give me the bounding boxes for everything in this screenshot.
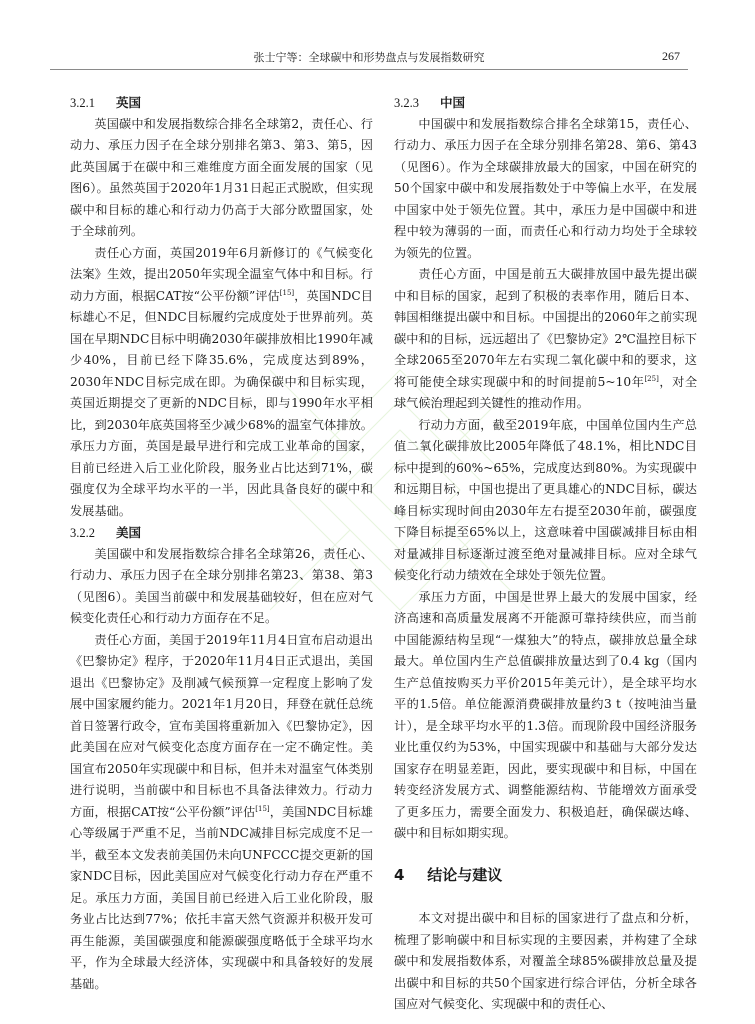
- paragraph: 行动力方面，截至2019年底，中国单位国内生产总值二氧化碳排放比2005年降低了48.1%，相比NDC目标中提到的60%~65%，完成度达到80%。为实现碳中和远期目标，中国也提出了更具雄心的NDC目标，碳达峰目标实现时间由2030年左右提至2030年前，碳强度下降目标提至65%以上，这意味着中国碳减排目标由相对量减排目标逐渐过渡至绝对量减排目标。应对全球气候变化行动力绩效在全球处于领先位置。: [394, 417, 697, 582]
- paragraph-text: 责任心方面，英国2019年6月新修订的《气候变化法案》生效，提出2050年实现全温室气体中和目标。行动力方面，根据CAT按“公平份额”评估: [70, 245, 373, 303]
- page-number: 267: [662, 49, 680, 63]
- section-title: 中国: [439, 95, 465, 110]
- running-title: 张士宁等：全球碳中和形势盘点与发展指数研究: [253, 51, 485, 64]
- paragraph: 承压力方面，中国是世界上最大的发展中国家，经济高速和高质量发展离不开能源可靠持续供应，而当前中国能源结构呈现“一煤独大”的特点，碳排放总量全球最大。单位国内生产总值碳排放量达到了0.4 kg（国内生产总值按购买力平价2015年美元计），是全球平均水平的1.5倍。单位能源消费碳排放量约3 t（按吨油当量计），是全球平均水平的1.3倍。而现阶段中国经济服务业比重仅约为53%，中国实现碳中和基础与大部分发达国家存在明显差距，因此，要实现碳中和目标，中国在转变经济发展方式、调整能源结构、节能增效方面承受了更多压力，需要全面发力、积极追赶，确保碳达峰、碳中和目标如期实现。: [394, 589, 697, 840]
- chapter-title: 结论与建议: [427, 865, 503, 884]
- paragraph: 中国碳中和发展指数综合排名全球第15，责任心、行动力、承压力因子在全球分别排名第28、第6、第43（见图6）。作为全球碳排放最大的国家，中国在研究的50个国家中碳中和发展指数处于中等偏上水平，在发展中国家中处于领先位置。其中，承压力是中国碳中和进程中较为薄弱的一面，而责任心和行动力均处于全球较为领先的位置。: [394, 116, 697, 260]
- paragraph: [70, 243, 373, 523]
- paragraph-text: 责任心方面，中国是前五大碳排放国中最先提出碳中和目标的国家，起到了积极的表率作用，随后日本、韩国相继提出碳中和目标。中国提出的2060年之前实现碳中和的目标，远远超出了《巴黎协定》2℃温控目标下全球2065至2070年左右实现二氧化碳中和的要求，这将可能使全球实现碳中和的时间提前5~10年: [394, 267, 697, 389]
- section-heading-uk: [70, 92, 373, 114]
- citation: [15]: [279, 288, 295, 297]
- section-number: 3.2.2: [70, 526, 95, 540]
- right-column: [394, 92, 697, 1016]
- chapter-heading: [394, 865, 697, 887]
- paragraph: [394, 264, 697, 415]
- section-title: 英国: [115, 95, 141, 110]
- running-header: [50, 47, 688, 70]
- section-heading-china: [394, 92, 697, 114]
- paragraph: 英国碳中和发展指数综合排名全球第2，责任心、行动力、承压力因子在全球分别排名第3、第3、第5，因此英国属于在碳中和三难维度方面全面发展的国家（见图6）。虽然英国于2020年1月31日起正式脱欧，但实现碳中和目标的雄心和行动力仍高于大部分欧盟国家，处于全球前列。: [70, 116, 373, 238]
- paragraph: 美国碳中和发展指数综合排名全球第26，责任心、行动力、承压力因子在全球分别排名第23、第38、第3（见图6）。美国当前碳中和发展基础较好，但在应对气候变化责任心和行动力方面存在不足。: [70, 546, 373, 625]
- section-number: 3.2.3: [394, 96, 419, 110]
- section-heading-us: [70, 522, 373, 544]
- paragraph: [70, 630, 373, 996]
- paragraph-text: ，对全球气候治理起到关键性的推动作用。: [394, 374, 698, 410]
- paragraph: 本文对提出碳中和目标的国家进行了盘点和分析，梳理了影响碳中和目标实现的主要因素，并构建了全球碳中和发展指数体系，对覆盖全球85%碳排放总量及提出碳中和目标的共50个国家进行综合评估，分析全球各国应对气候变化、实现碳中和的责任心、: [394, 911, 697, 1011]
- citation: [25]: [644, 374, 659, 383]
- chapter-number: 4: [394, 865, 405, 884]
- paragraph-text: ，英国NDC目标雄心不足，但NDC目标履约完成度处于世界前列。英国在早期NDC目标中明确2030年碳排放相比1990年减少40%，目前已经下降35.6%，完成度达到89%，2030年NDC目标完成在即。为确保碳中和目标实现，英国近期提交了更新的NDC目标，即与1990年水平相比，到2030年底英国将至少减少68%的温室气体排放。承压力方面，英国是最早进行和完成工业革命的国家，目前已经进入后工业化阶段，服务业占比达到71%，碳强度仅为全球平均水平的一半，因此具备良好的碳中和发展基础。: [70, 288, 373, 518]
- paragraph-text: 责任心方面，美国于2019年11月4日宣布启动退出《巴黎协定》程序，于2020年11月4日正式退出，美国退出《巴黎协定》及削减气候预算一定程度上影响了发展中国家履约能力。2021年1月20日，拜登在就任总统首日签署行政令，宣布美国将重新加入《巴黎协定》，因此美国在应对气候变化态度方面存在一定不确定性。美国宣布2050年实现碳中和目标，但并未对温室气体类别进行说明，当前碳中和目标也不具备法律效力。行动力方面，根据CAT按“公平份额”评估: [70, 632, 373, 819]
- section-number: 3.2.1: [70, 96, 95, 110]
- paragraph-text: ，美国NDC目标雄心等级属于严重不足，当前NDC减排目标完成度不足一半，截至本文发表前美国仍未向UNFCCC提交更新的国家NDC目标，因此美国应对气候变化行动力存在严重不足。承压力方面，美国目前已经进入后工业化阶段，服务业占比达到77%；依托丰富天然气资源并积极开发可再生能源，美国碳强度和能源碳强度略低于全球平均水平，作为全球最大经济体，实现碳中和具备较好的发展基础。: [70, 804, 373, 991]
- left-column: [70, 92, 373, 995]
- section-title: 美国: [115, 525, 141, 540]
- citation: [15]: [255, 804, 270, 813]
